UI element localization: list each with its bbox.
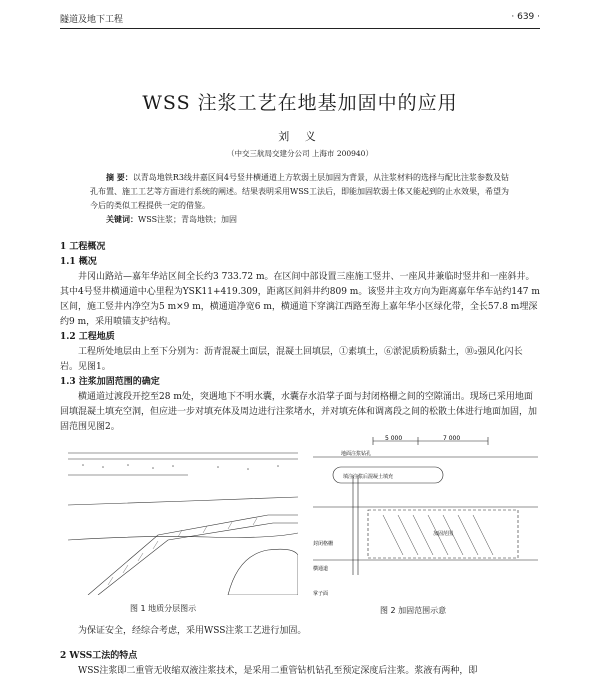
heading-2: 2 WSS工法的特点 — [60, 651, 138, 661]
keywords — [90, 214, 515, 225]
header-rule — [60, 28, 540, 29]
heading-1-2: 1.2 工程地质 — [60, 332, 115, 342]
fig2-label-tunnel: 横通道 — [313, 566, 329, 572]
header-journal: 隧道及地下工程 — [60, 15, 124, 25]
author: 刘 义 — [278, 130, 322, 143]
paragraph-1-1: 井冈山路站—嘉年华站区间全长约3 733.72 m。在区间中部设置三座施工竖井、一座风井兼临时竖井和一座斜井。其中4号竖井横通道中心里程为YSK11+419.309，距离区间斜井约809 m。该竖井主攻方向为距离嘉年华车站约147 m区间，施工竖井内净空为5 m×9 m，横通道净宽6 m，横通道下穿漓江西路至海上嘉年华小区绿化带，全长57.8 m埋深约9 m，采用喷锚支护结构。 — [60, 272, 540, 327]
heading-1: 1 工程概况 — [60, 242, 106, 252]
paragraph-1-3: 横通道过渡段开挖至28 m处，突遇地下不明水囊，水囊存水沿掌子面与封闭格栅之间的空隙涌出。现场已采用地面回填混凝土填充空洞，但应进一步对填充体及周边进行注浆堵水，并对填充体和调离段之间的松散土体进行地面加固，加固范围见图2。 — [60, 392, 538, 432]
fig2-dim-left: 5 000 — [385, 435, 403, 442]
header-page-number: · 639 · — [511, 12, 540, 22]
fig2-label-fill: 填注注浆后混凝土填充 — [343, 474, 394, 480]
abstract-text: 以青岛地铁R3线井嘉区间4号竖井横通道上方软弱土层加固为背景，从注浆材料的选择与配比注浆参数及钻孔布置、施工工艺等方面进行系统的阐述。结果表明采用WSS工法后，即能加固软弱土体又能起到的止水效果，希望为今后的类似工程提供一定的借鉴。 — [90, 173, 510, 210]
keywords-label: 关键词： — [106, 214, 138, 224]
figures-area — [68, 435, 538, 615]
figure-1-geology — [68, 445, 298, 595]
heading-1-3: 1.3 注浆加固范围的确定 — [60, 377, 160, 387]
paragraph-1-2: 工程所处地层由上至下分别为：沥青混凝土面层，混凝土回填层，①素填土，⑥淤泥质粉质黏土，⑩₂强风化闪长岩。见图1。 — [60, 347, 523, 372]
fig2-label-surface: 地面注浆钻孔 — [341, 451, 372, 457]
figure-2-reinforcement — [313, 435, 538, 605]
affiliation: （中交三航局交建分公司 上海市 200940） — [227, 149, 373, 158]
paragraph-1-4: 为保证安全，经综合考虑，采用WSS注浆工艺进行加固。 — [78, 626, 307, 636]
section-1 — [60, 240, 540, 435]
keywords-text: WSS注浆；青岛地铁；加固 — [138, 215, 238, 224]
figure-2-caption: 图 2 加固范围示意 — [380, 606, 447, 615]
paragraph-2: WSS注浆即二重管无收缩双液注浆技术，是采用二重管钻机钻孔至预定深度后注浆。浆液有两种，即 — [78, 666, 478, 676]
fig2-dim-right: 7 000 — [443, 435, 461, 442]
figure-1-caption: 图 1 地质分层图示 — [130, 604, 197, 613]
heading-1-1: 1.1 概况 — [60, 257, 97, 267]
fig2-label-face: 掌子面 — [313, 591, 329, 597]
running-header — [60, 12, 540, 26]
abstract-label: 摘 要： — [106, 172, 133, 182]
abstract — [90, 170, 515, 213]
section-2 — [60, 624, 540, 679]
fig2-label-grid: 封闭格栅 — [313, 541, 334, 547]
paper-title: WSS 注浆工艺在地基加固中的应用 — [142, 92, 458, 114]
fig2-label-zone: 加固范围 — [433, 531, 454, 537]
